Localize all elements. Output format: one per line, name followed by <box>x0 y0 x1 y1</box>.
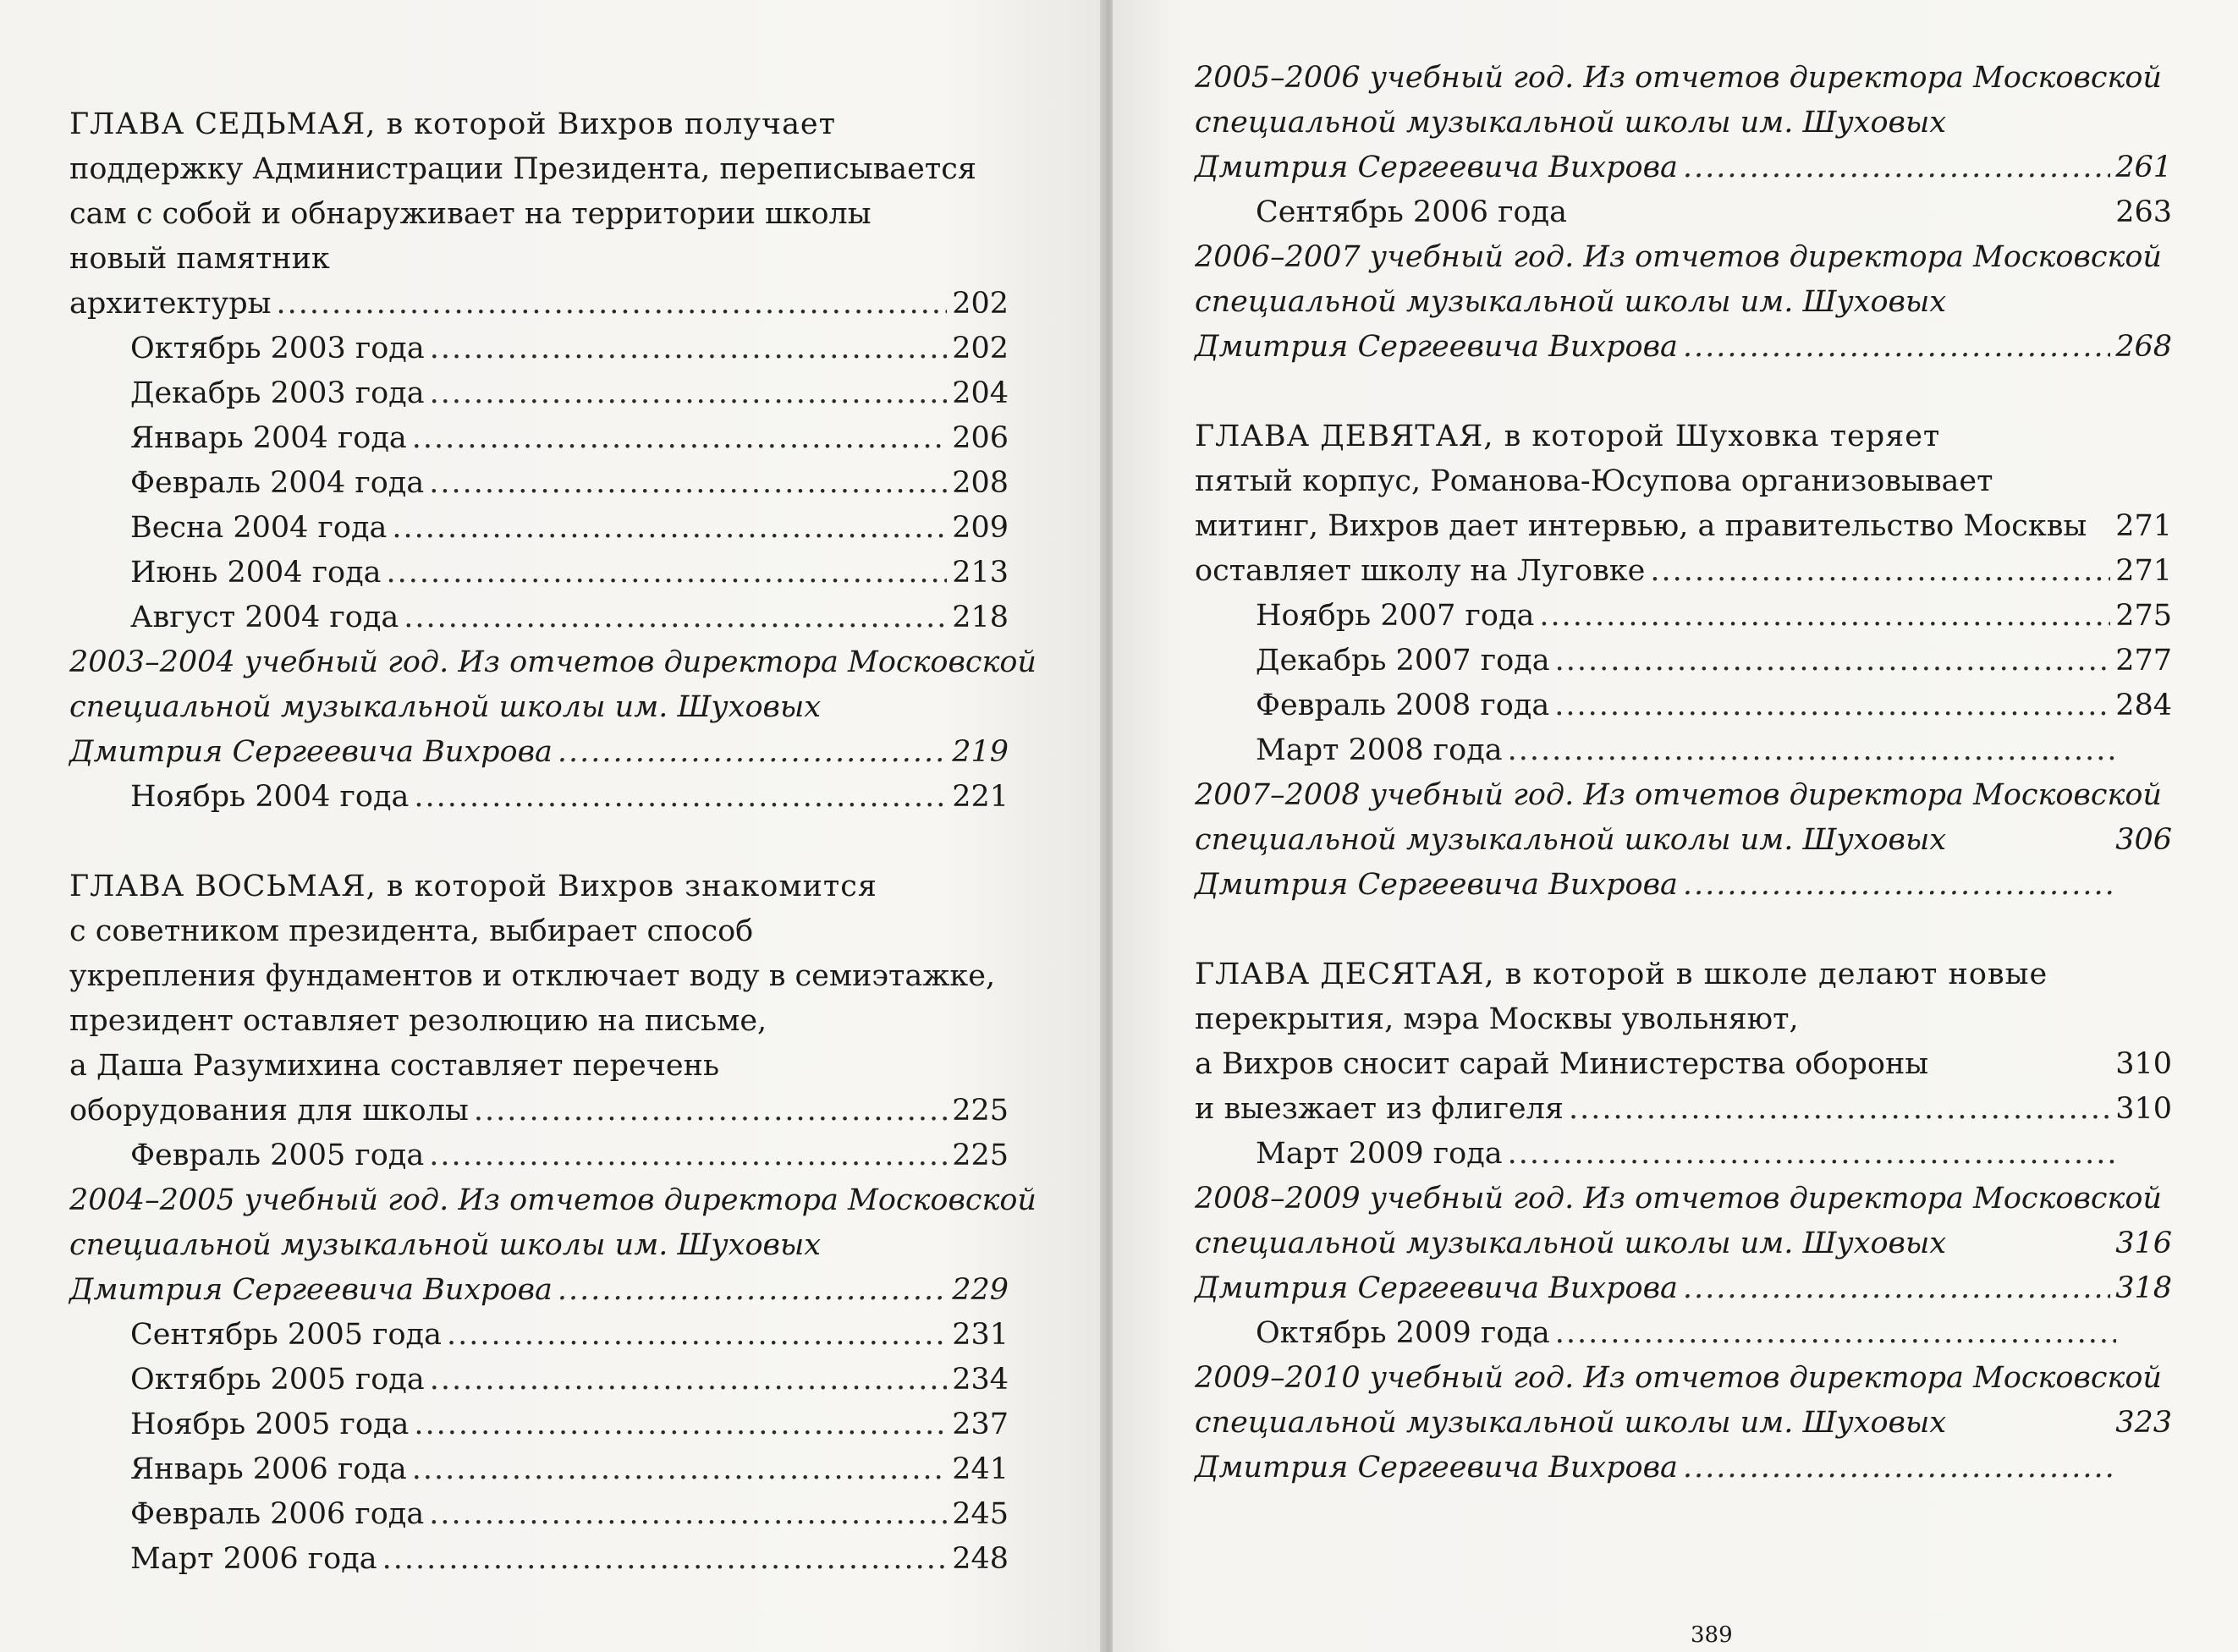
chapter-heading: новый памятник <box>69 242 330 276</box>
toc-entry: Дмитрия Сергеевича Вихрова ..... <box>1195 863 2172 908</box>
report-title: специальной музыкальной школы им. Шуховых <box>69 1228 822 1262</box>
toc-entry: Ноябрь 2004 года ..... 221 <box>69 775 1009 820</box>
report-title: 2009–2010 учебный год. Из отчетов директора Московской <box>1195 1361 2162 1395</box>
toc-entry: оставляет школу на Луговке ..... 271 <box>1195 549 2172 594</box>
report-title: специальной музыкальной школы им. Шуховых <box>1195 285 1947 319</box>
report-title: 2003–2004 учебный год. Из отчетов директора Московской <box>69 645 1037 679</box>
toc-entry: Июнь 2004 года ..... 213 <box>69 551 1009 595</box>
chapter-heading: перекрытия, мэра Москвы увольняют, <box>1195 1002 1799 1036</box>
report-title: 2005–2006 учебный год. Из отчетов директора Московской <box>1195 61 2162 95</box>
toc-entry: Февраль 2005 года ..... 225 <box>69 1133 1009 1178</box>
toc-entry: Февраль 2004 года ..... 208 <box>69 461 1009 506</box>
page-number: 389 <box>1691 1622 1733 1648</box>
chapter-heading: с советником президента, выбирает способ <box>69 914 754 948</box>
chapter-heading: ГЛАВА СЕДЬМАЯ, в которой Вихров получает <box>69 107 837 141</box>
chapter-heading: ГЛАВА ДЕСЯТАЯ, в которой в школе делают новые <box>1195 958 2048 991</box>
report-title: 2006–2007 учебный год. Из отчетов директора Московской <box>1195 240 2162 274</box>
toc-entry: Декабрь 2007 года ..... 277 <box>1195 639 2172 683</box>
chapter-heading: укрепления фундаментов и отключает воду в семиэтажке, <box>69 959 996 993</box>
toc-entry: специальной музыкальной школы им. Шуховых 306 <box>1195 823 2172 857</box>
entry-title: архитектуры <box>69 287 272 321</box>
chapter-heading: сам с собой и обнаруживает на территории школы <box>69 197 872 231</box>
toc-entry: и выезжает из флигеля ..... 310 <box>1195 1087 2172 1132</box>
toc-entry: Дмитрия Сергеевича Вихрова ..... 261 <box>1195 145 2172 190</box>
toc-entry: оборудования для школы ..... 225 <box>69 1089 1009 1133</box>
page-ref: 202 <box>952 287 1009 321</box>
toc-entry: Январь 2004 года ..... 206 <box>69 416 1009 461</box>
toc-entry: Ноябрь 2005 года ..... 237 <box>69 1402 1009 1447</box>
toc-entry: Ноябрь 2007 года ..... 275 <box>1195 594 2172 639</box>
chapter-heading: президент оставляет резолюцию на письме, <box>69 1004 767 1038</box>
toc-entry: Март 2009 года ..... <box>1195 1132 2172 1177</box>
toc-entry: Дмитрия Сергеевича Вихрова ..... 268 <box>1195 325 2172 370</box>
toc-entry: Январь 2006 года ..... 241 <box>69 1447 1009 1492</box>
toc-entry: Март 2006 года ..... 248 <box>69 1537 1009 1582</box>
toc-left-column <box>69 102 1037 1582</box>
toc-entry: Дмитрия Сергеевича Вихрова ..... 219 <box>69 730 1009 775</box>
toc-entry: Февраль 2006 года ..... 245 <box>69 1492 1009 1537</box>
toc-entry: Февраль 2008 года ..... 284 <box>1195 683 2172 728</box>
toc-entry: Сентябрь 2006 года 263 <box>1256 195 2172 229</box>
chapter-heading: ГЛАВА ДЕВЯТАЯ, в которой Шуховка теряет <box>1195 420 1941 453</box>
toc-entry: Август 2004 года ..... 218 <box>69 595 1009 640</box>
toc-entry: Дмитрия Сергеевича Вихрова ..... 229 <box>69 1268 1009 1313</box>
toc-entry: Март 2008 года ..... <box>1195 728 2172 773</box>
toc-entry: специальной музыкальной школы им. Шуховых 316 <box>1195 1227 2172 1260</box>
chapter-heading: ГЛАВА ВОСЬМАЯ, в которой Вихров знакомится <box>69 870 877 903</box>
report-title: 2007–2008 учебный год. Из отчетов директора Московской <box>1195 778 2162 812</box>
toc-entry: Октябрь 2009 года ..... <box>1195 1311 2172 1356</box>
toc-entry <box>69 282 1009 327</box>
toc-entry: Октябрь 2003 года ..... 202 <box>69 327 1009 371</box>
toc-entry: Сентябрь 2005 года ..... 231 <box>69 1313 1009 1358</box>
toc-entry: специальной музыкальной школы им. Шуховых 323 <box>1195 1406 2172 1440</box>
toc-entry: Весна 2004 года ..... 209 <box>69 506 1009 551</box>
report-title: специальной музыкальной школы им. Шуховых <box>1195 106 1947 140</box>
report-title: специальной музыкальной школы им. Шуховых <box>69 690 822 724</box>
toc-entry: митинг, Вихров дает интервью, а правительство Москвы 271 <box>1195 509 2172 543</box>
report-title: 2008–2009 учебный год. Из отчетов директора Московской <box>1195 1182 2162 1216</box>
toc-entry: а Вихров сносит сарай Министерства обороны 310 <box>1195 1047 2172 1081</box>
toc-entry: Дмитрия Сергеевича Вихрова ..... <box>1195 1446 2172 1490</box>
chapter-heading: пятый корпус, Романова-Юсупова организовывает <box>1195 464 1993 498</box>
toc-entry: Октябрь 2005 года ..... 234 <box>69 1358 1009 1402</box>
chapter-heading: поддержку Администрации Президента, переписывается <box>69 152 976 186</box>
chapter-heading: а Даша Разумихина составляет перечень <box>69 1049 720 1083</box>
toc-entry: Дмитрия Сергеевича Вихрова ..... 318 <box>1195 1266 2172 1311</box>
toc-right-column <box>1195 56 2172 1490</box>
toc-entry: Декабрь 2003 года ..... 204 <box>69 371 1009 416</box>
report-title: 2004–2005 учебный год. Из отчетов директора Московской <box>69 1183 1037 1217</box>
